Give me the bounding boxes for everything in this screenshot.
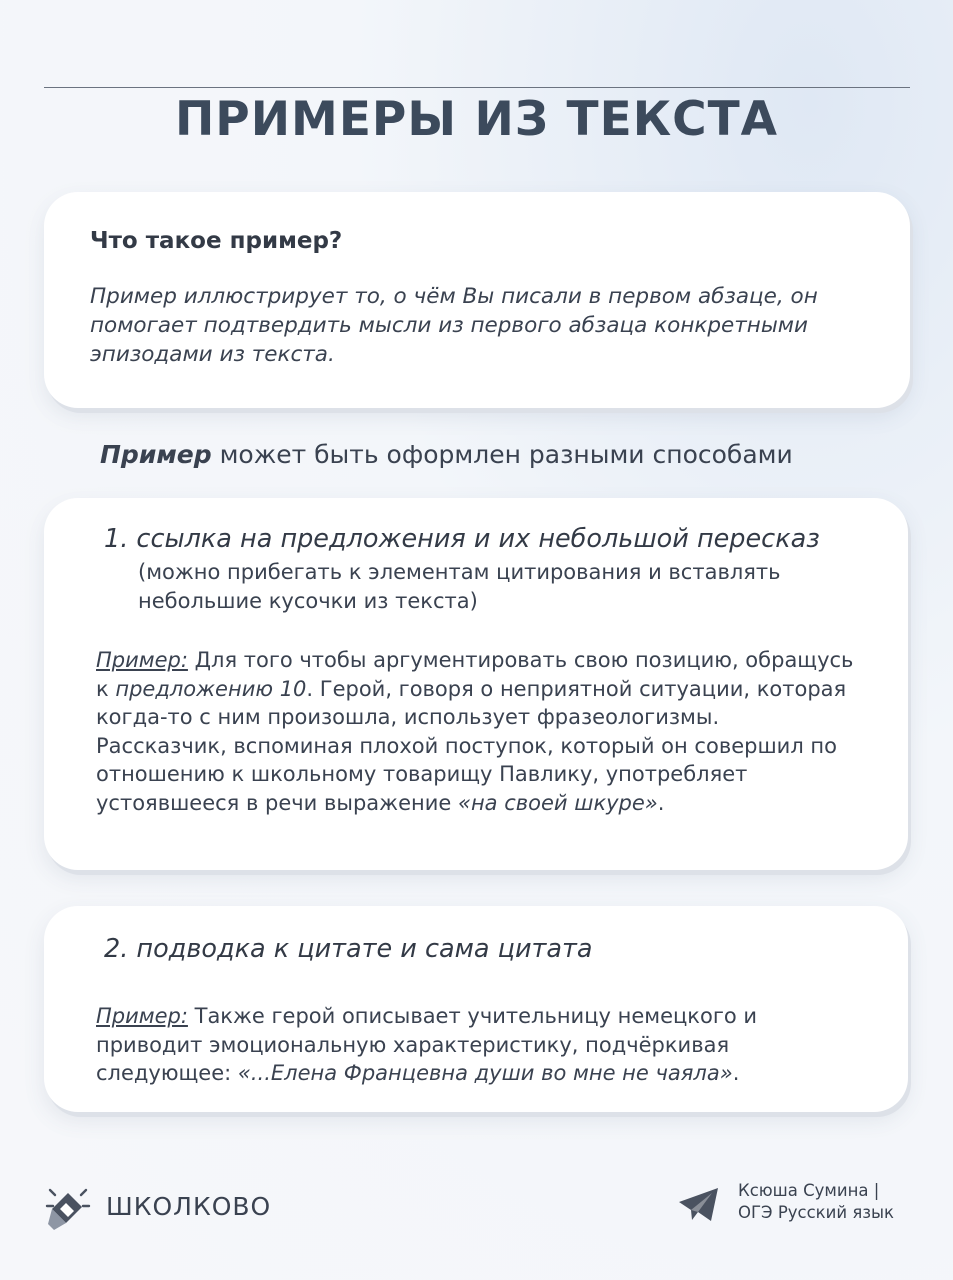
author-credit	[738, 1180, 894, 1224]
ways-bold: Пример	[100, 440, 212, 469]
example-reference: предложению 10	[115, 676, 307, 701]
method-1-title: 1. ссылка на предложения и их небольшой пересказ	[104, 524, 820, 554]
example-end: .	[657, 790, 665, 815]
example-text: Для того чтобы аргументировать свою позицию, обращусь к	[96, 648, 854, 701]
method-2-title: 2. подводка к цитате и сама цитата	[104, 934, 593, 964]
ways-rest: может быть оформлен разными способами	[211, 440, 793, 469]
definition-text: Пример иллюстрирует то, о чём Вы писали в первом абзаце, он помогает подтвердить мысли из первого абзаца конкретными эпизодами из текста.	[90, 284, 818, 367]
method-1-subtitle: (можно прибегать к элементам цитирования и вставлять небольшие кусочки из текста)	[138, 560, 781, 613]
example-text: Также герой описывает учительницу немецкого и приводит эмоциональную характеристику, подчёркивая следующее:	[96, 1004, 758, 1085]
author-name: Ксюша Сумина |	[738, 1181, 880, 1200]
top-divider	[44, 87, 910, 88]
example-label: Пример:	[96, 648, 188, 672]
shkolkovo-logo-icon	[44, 1186, 92, 1232]
page-title: ПРИМЕРЫ ИЗ ТЕКСТА	[174, 92, 779, 147]
example-quote: «на своей шкуре»	[457, 790, 658, 815]
example-end: .	[732, 1061, 740, 1085]
example-text: . Герой, говоря о неприятной ситуации, которая когда-то с ним произошла, использует фразеологизмы. Рассказчик, вспоминая плохой поступок, который он совершил по отношению к школьному товарищу Павлику, употребляет устоявшееся в речи выражение	[96, 676, 847, 815]
ways-heading	[100, 440, 900, 469]
method-card-2	[44, 906, 908, 1112]
telegram-icon	[678, 1187, 720, 1223]
definition-question: Что такое пример?	[90, 228, 343, 254]
method-2-example	[96, 1002, 856, 1088]
method-1-example	[96, 646, 856, 817]
brand-name: ШКОЛКОВО	[106, 1192, 272, 1221]
example-label: Пример:	[96, 1004, 188, 1028]
method-card-1	[44, 498, 908, 870]
author-course: ОГЭ Русский язык	[738, 1203, 895, 1222]
example-quote: «...Елена Францевна души во мне не чаяла»	[237, 1061, 733, 1085]
definition-card	[44, 192, 910, 408]
